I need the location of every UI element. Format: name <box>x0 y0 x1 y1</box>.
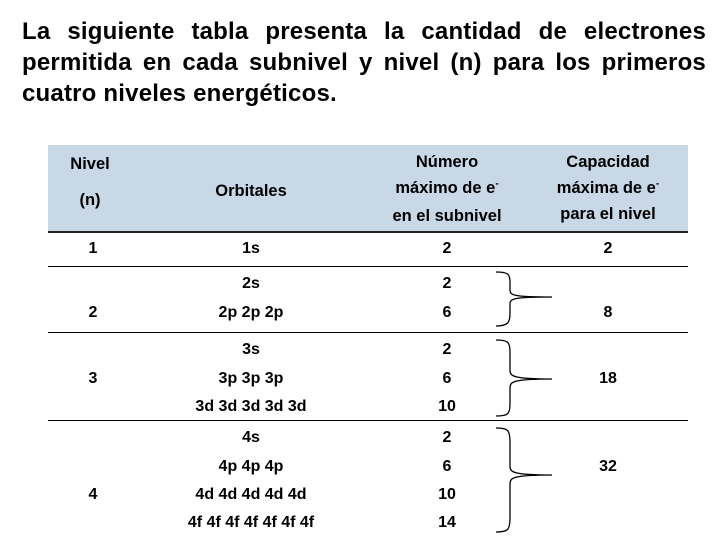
row2-numero-s: 2 <box>442 275 452 292</box>
header-nivel: Nivel <box>70 155 110 173</box>
row2-orbital-p: 2p 2p 2p <box>218 304 284 321</box>
header-capacidad-nivel: para el nivel <box>560 205 656 223</box>
row3-numero-s: 2 <box>442 341 452 358</box>
header-rule <box>48 231 688 233</box>
row4-numero-d: 10 <box>438 486 456 503</box>
row3-nivel: 3 <box>88 370 98 387</box>
header-capacidad: Capacidad <box>566 153 650 171</box>
row4-numero-f: 14 <box>438 514 456 531</box>
row3-numero-p: 6 <box>442 370 452 387</box>
header-capacidad-maxima: máxima de e- <box>556 178 660 197</box>
row2-orbital-s: 2s <box>242 275 260 292</box>
row4-capacidad: 32 <box>599 458 617 475</box>
header-numero: Número <box>415 153 479 171</box>
row4-orbital-s: 4s <box>242 429 260 446</box>
row3-capacidad: 18 <box>599 370 617 387</box>
header-nivel-n: (n) <box>79 191 101 209</box>
row4-brace <box>496 426 556 534</box>
row-divider <box>48 420 688 421</box>
row-divider <box>48 266 688 267</box>
row4-nivel: 4 <box>88 486 98 503</box>
row4-numero-s: 2 <box>442 429 452 446</box>
row2-capacidad: 8 <box>603 304 613 321</box>
header-numero-subnivel: en el subnivel <box>392 207 502 225</box>
header-orbitales: Orbitales <box>215 182 287 200</box>
row1-nivel: 1 <box>88 240 98 257</box>
row1-orbital: 1s <box>242 240 260 257</box>
row3-orbital-p: 3p 3p 3p <box>218 370 284 387</box>
row3-orbital-d: 3d 3d 3d 3d 3d <box>195 398 307 415</box>
row2-nivel: 2 <box>88 304 98 321</box>
row1-capacidad: 2 <box>603 240 613 257</box>
header-numero-maximo: máximo de e- <box>395 178 499 197</box>
intro-paragraph: La siguiente tabla presenta la cantidad de electrones permitida en cada subnivel y nivel (n) para los primeros cuatro niveles energéticos. <box>22 18 706 107</box>
row-divider <box>48 332 688 333</box>
row3-orbital-s: 3s <box>242 341 260 358</box>
electron-capacity-table <box>48 145 688 540</box>
row1-numero: 2 <box>442 240 452 257</box>
row4-numero-p: 6 <box>442 458 452 475</box>
row3-numero-d: 10 <box>438 398 456 415</box>
row2-brace <box>496 270 556 328</box>
row2-numero-p: 6 <box>442 304 452 321</box>
row4-orbital-d: 4d 4d 4d 4d 4d <box>195 486 307 503</box>
row4-orbital-p: 4p 4p 4p <box>218 458 284 475</box>
row3-brace <box>496 338 556 418</box>
row4-orbital-f: 4f 4f 4f 4f 4f 4f 4f <box>187 514 315 531</box>
